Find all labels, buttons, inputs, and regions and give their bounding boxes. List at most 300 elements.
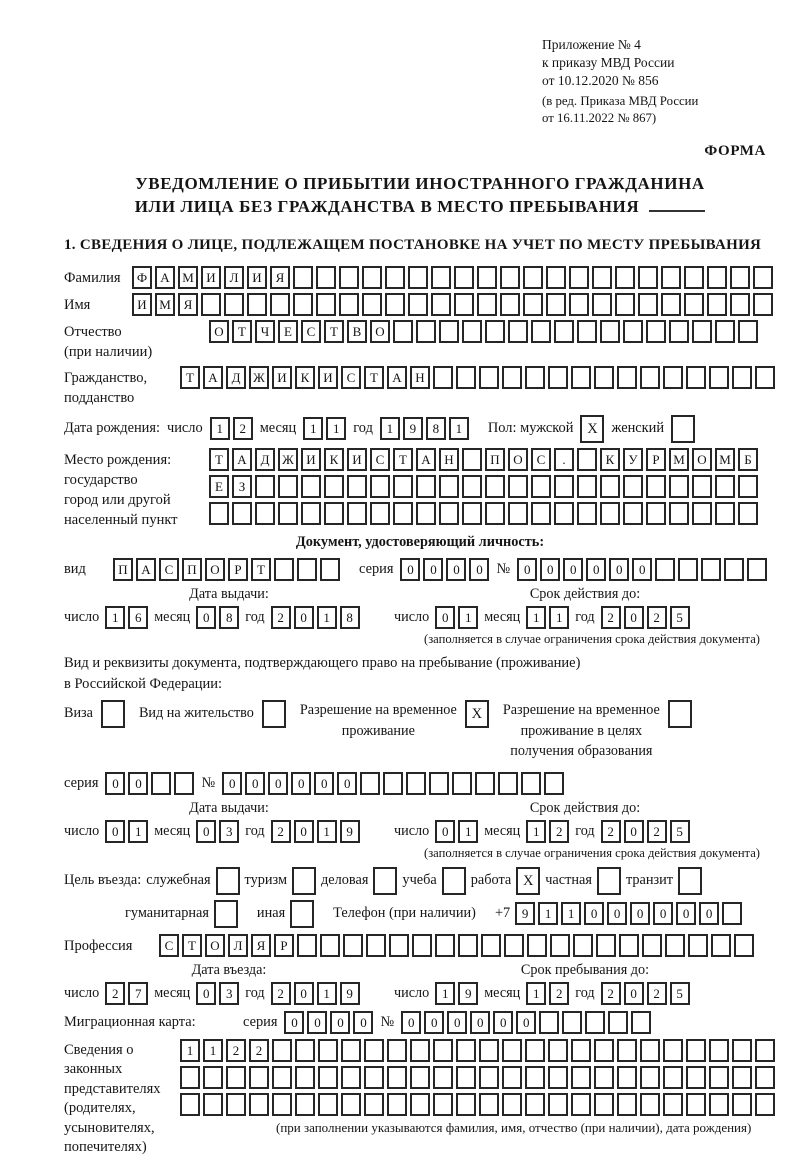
char-cell: 8	[426, 417, 446, 440]
char-cell	[439, 502, 459, 525]
char-cell: 0	[284, 1011, 304, 1034]
char-cell: А	[416, 448, 436, 471]
char-cell	[416, 320, 436, 343]
char-cell	[295, 1093, 315, 1116]
char-cell	[527, 934, 547, 957]
char-cell: 8	[219, 606, 239, 629]
char-cell	[479, 1066, 499, 1089]
char-cell	[316, 266, 336, 289]
char-cell: 0	[609, 558, 629, 581]
char-cell	[600, 475, 620, 498]
char-cell	[343, 934, 363, 957]
char-cell	[504, 934, 524, 957]
char-cell	[406, 772, 426, 795]
char-cell	[180, 1066, 200, 1089]
char-cell	[433, 1066, 453, 1089]
char-cell	[278, 502, 298, 525]
char-cell	[548, 366, 568, 389]
entry-purpose-row	[64, 867, 776, 895]
char-cell: 0	[632, 558, 652, 581]
char-cell: И	[201, 266, 221, 289]
char-cell: Н	[439, 448, 459, 471]
char-cell	[640, 1066, 660, 1089]
char-cell	[433, 1039, 453, 1062]
char-cell: 0	[424, 1011, 444, 1034]
char-cell	[594, 1066, 614, 1089]
year-label: год	[353, 420, 373, 437]
char-cell	[502, 366, 522, 389]
residence-expiry-heading: Срок действия до:	[529, 799, 641, 816]
char-cell	[508, 320, 528, 343]
doc-kind-label: вид	[64, 560, 86, 577]
char-cell: 1	[326, 417, 346, 440]
char-cell: Ч	[255, 320, 275, 343]
residence-permit-checkbox	[262, 700, 286, 728]
char-cell: 8	[340, 606, 360, 629]
char-cell: 0	[517, 558, 537, 581]
char-cell: С	[370, 448, 390, 471]
representatives-caption: (при заполнении указываются фамилия, имя, отчество (при наличии), дата рождения)	[276, 1119, 752, 1135]
char-cell	[608, 1011, 628, 1034]
char-cell: 1	[317, 982, 337, 1005]
surname-label: Фамилия	[64, 270, 121, 287]
char-cell	[452, 772, 472, 795]
stay-until-heading: Срок пребывания до:	[520, 961, 650, 978]
char-cell: 0	[446, 558, 466, 581]
char-cell: Р	[646, 448, 666, 471]
char-cell: М	[669, 448, 689, 471]
patronymic-row	[64, 320, 776, 362]
name-row	[64, 293, 776, 316]
char-cell: 2	[105, 982, 125, 1005]
char-cell: 2	[226, 1039, 246, 1062]
char-cell: 0	[624, 820, 644, 843]
appendix-line: Приложение № 4	[542, 37, 641, 52]
char-cell: У	[623, 448, 643, 471]
forma-label: ФОРМА	[704, 142, 766, 159]
purpose-humanitarian-label: гуманитарная	[125, 905, 209, 922]
char-cell	[577, 502, 597, 525]
char-cell	[600, 320, 620, 343]
char-cell	[301, 475, 321, 498]
birth-place-labels: Место рождения: государство город или другой населенный пункт	[64, 451, 178, 528]
char-cell	[456, 1039, 476, 1062]
entry-year-cells	[271, 982, 360, 1005]
purpose-other-label: иная	[256, 905, 286, 922]
char-cell	[362, 266, 382, 289]
char-cell	[454, 266, 474, 289]
char-cell	[569, 293, 589, 316]
char-cell	[732, 1039, 752, 1062]
char-cell	[429, 772, 449, 795]
purpose-transit-checkbox	[678, 867, 702, 895]
char-cell	[686, 1066, 706, 1089]
purpose-study-label: учеба	[402, 872, 437, 889]
char-cell: 0	[401, 1011, 421, 1034]
char-cell	[410, 1093, 430, 1116]
char-cell: 0	[105, 820, 125, 843]
char-cell	[709, 1093, 729, 1116]
char-cell: О	[370, 320, 390, 343]
purpose-study-checkbox	[442, 867, 466, 895]
representatives-labels: Сведения о законных представителях (родителях, усыновителях, попечителях)	[64, 1041, 161, 1156]
representatives-cells-row2	[180, 1066, 775, 1089]
char-cell	[686, 1039, 706, 1062]
char-cell	[410, 1066, 430, 1089]
char-cell	[619, 934, 639, 957]
residence-doc-dates	[64, 800, 776, 843]
char-cell: Т	[324, 320, 344, 343]
birth-date-label: Дата рождения:	[64, 420, 160, 437]
residence-permit-label: Вид на жительство	[138, 705, 254, 722]
entry-date-col	[64, 962, 394, 1005]
char-cell: Е	[278, 320, 298, 343]
residence-series-label: серия	[64, 774, 99, 791]
char-cell	[544, 772, 564, 795]
char-cell: М	[155, 293, 175, 316]
char-cell: 1	[526, 606, 546, 629]
phone-prefix: +7	[494, 905, 511, 922]
char-cell	[669, 475, 689, 498]
sex-label: Пол: мужской	[487, 420, 574, 437]
char-cell: 1	[549, 606, 569, 629]
char-cell	[577, 320, 597, 343]
char-cell	[615, 266, 635, 289]
temp-permit-checkbox: X	[465, 700, 489, 728]
char-cell	[393, 475, 413, 498]
char-cell	[410, 1039, 430, 1062]
char-cell	[341, 1066, 361, 1089]
temp-permit-label: Разрешение на временное проживание	[299, 702, 457, 739]
char-cell: 0	[196, 606, 216, 629]
char-cell	[293, 266, 313, 289]
char-cell: Л	[228, 934, 248, 957]
birth-year-cells	[380, 417, 469, 440]
char-cell	[324, 475, 344, 498]
appendix-header	[542, 36, 776, 89]
residence-expiry-col	[394, 800, 776, 843]
char-cell	[232, 502, 252, 525]
char-cell	[500, 266, 520, 289]
char-cell: 9	[515, 902, 535, 925]
char-cell	[585, 1011, 605, 1034]
char-cell	[571, 1039, 591, 1062]
char-cell	[318, 1093, 338, 1116]
char-cell: О	[209, 320, 229, 343]
purpose-private-checkbox	[597, 867, 621, 895]
char-cell	[655, 558, 675, 581]
char-cell	[249, 1066, 269, 1089]
char-cell	[435, 934, 455, 957]
purpose-other-checkbox	[290, 900, 314, 928]
char-cell: 5	[670, 606, 690, 629]
char-cell	[554, 475, 574, 498]
char-cell: 0	[291, 772, 311, 795]
char-cell: К	[600, 448, 620, 471]
edu-permit-label: Разрешение на временное проживание в целях получения образования	[502, 702, 660, 760]
char-cell	[408, 293, 428, 316]
char-cell: В	[347, 320, 367, 343]
char-cell: П	[182, 558, 202, 581]
char-cell	[318, 1039, 338, 1062]
citizenship-label: Гражданство, подданство	[64, 370, 148, 406]
char-cell	[577, 475, 597, 498]
char-cell: 0	[435, 606, 455, 629]
entry-day-cells	[105, 982, 148, 1005]
purpose-official-checkbox	[216, 867, 240, 895]
char-cell	[755, 1039, 775, 1062]
char-cell	[661, 293, 681, 316]
char-cell	[521, 772, 541, 795]
char-cell	[502, 1093, 522, 1116]
identity-doc-dates	[64, 586, 776, 629]
char-cell: 0	[624, 606, 644, 629]
char-cell	[485, 320, 505, 343]
name-label: Имя	[64, 297, 91, 314]
char-cell	[370, 502, 390, 525]
char-cell	[462, 475, 482, 498]
char-cell	[366, 934, 386, 957]
char-cell	[592, 293, 612, 316]
char-cell: И	[318, 366, 338, 389]
char-cell	[301, 502, 321, 525]
expiry-year-cells	[601, 606, 690, 629]
char-cell: 0	[563, 558, 583, 581]
char-cell: Т	[180, 366, 200, 389]
char-cell: 3	[219, 982, 239, 1005]
char-cell	[623, 475, 643, 498]
char-cell	[454, 293, 474, 316]
name-cells	[132, 293, 773, 316]
char-cell	[456, 1093, 476, 1116]
char-cell: 0	[222, 772, 242, 795]
char-cell: Ж	[249, 366, 269, 389]
char-cell: 0	[314, 772, 334, 795]
char-cell	[684, 266, 704, 289]
char-cell	[320, 558, 340, 581]
char-cell	[640, 1093, 660, 1116]
appendix-subheader	[542, 93, 776, 126]
entry-stay-dates	[64, 962, 776, 1005]
char-cell	[502, 1066, 522, 1089]
char-cell	[592, 266, 612, 289]
issue-month-cells	[196, 606, 239, 629]
char-cell	[594, 1039, 614, 1062]
char-cell	[274, 558, 294, 581]
char-cell: 0	[196, 982, 216, 1005]
char-cell	[525, 1066, 545, 1089]
char-cell	[523, 266, 543, 289]
char-cell	[247, 293, 267, 316]
char-cell: Р	[228, 558, 248, 581]
char-cell: 1	[210, 417, 230, 440]
char-cell	[562, 1011, 582, 1034]
birth-place-block	[64, 448, 776, 530]
char-cell	[709, 1039, 729, 1062]
doc-number-cells	[517, 558, 767, 581]
purpose-tourism-label: туризм	[244, 872, 288, 889]
char-cell: А	[387, 366, 407, 389]
char-cell	[546, 293, 566, 316]
char-cell	[439, 475, 459, 498]
char-cell: 0	[400, 558, 420, 581]
char-cell	[433, 366, 453, 389]
issue-day-cells	[105, 606, 148, 629]
char-cell: 0	[469, 558, 489, 581]
char-cell	[617, 1093, 637, 1116]
char-cell	[385, 293, 405, 316]
char-cell: 2	[271, 820, 291, 843]
birth-date-row	[64, 415, 776, 443]
char-cell: Ф	[132, 266, 152, 289]
char-cell: Т	[393, 448, 413, 471]
char-cell: 1	[561, 902, 581, 925]
char-cell	[293, 293, 313, 316]
representatives-cells-row1	[180, 1039, 775, 1062]
char-cell	[638, 266, 658, 289]
char-cell: О	[692, 448, 712, 471]
stay-year-cells	[601, 982, 690, 1005]
form-title	[64, 172, 776, 220]
patronymic-label: Отчество (при наличии)	[64, 324, 153, 360]
char-cell: 0	[423, 558, 443, 581]
phone-cells	[515, 902, 742, 925]
purpose-private-label: частная	[545, 872, 592, 889]
purpose-work-checkbox: X	[516, 867, 540, 895]
char-cell	[531, 475, 551, 498]
char-cell	[686, 1093, 706, 1116]
char-cell	[525, 366, 545, 389]
char-cell	[640, 1039, 660, 1062]
char-cell	[462, 502, 482, 525]
char-cell: 1	[380, 417, 400, 440]
char-cell	[638, 293, 658, 316]
char-cell	[663, 1066, 683, 1089]
char-cell: 9	[340, 820, 360, 843]
char-cell	[709, 366, 729, 389]
migration-number-cells	[401, 1011, 651, 1034]
char-cell: С	[341, 366, 361, 389]
issue-date-col	[64, 586, 394, 629]
char-cell: 1	[458, 606, 478, 629]
char-cell	[364, 1039, 384, 1062]
char-cell	[665, 934, 685, 957]
char-cell	[734, 934, 754, 957]
char-cell	[531, 320, 551, 343]
char-cell: 9	[458, 982, 478, 1005]
identity-doc-heading: Документ, удостоверяющий личность:	[295, 533, 545, 550]
char-cell	[640, 366, 660, 389]
char-cell	[272, 1066, 292, 1089]
char-cell: К	[295, 366, 315, 389]
citizenship-row	[64, 366, 776, 408]
char-cell	[623, 502, 643, 525]
char-cell	[730, 293, 750, 316]
residence-expiry-note: (заполняется в случае ограничения срока действия документа)	[424, 845, 760, 860]
residence-issue-row: число 0 1 месяц 0 3 год 2 0 1 9	[64, 820, 394, 843]
residence-issue-year-cells	[271, 820, 360, 843]
sex-female-checkbox	[671, 415, 695, 443]
visa-label: Виза	[64, 705, 93, 722]
residence-issue-day-cells	[105, 820, 148, 843]
representatives-block	[64, 1039, 776, 1158]
char-cell	[462, 448, 482, 471]
residence-doc-intro: Вид и реквизиты документа, подтверждающего право на пребывание (проживание) в Российской Федерации:	[64, 654, 581, 693]
char-cell	[481, 934, 501, 957]
char-cell	[715, 475, 735, 498]
char-cell	[669, 320, 689, 343]
day-label: число	[166, 420, 203, 437]
char-cell: 0	[493, 1011, 513, 1034]
residence-issue-col	[64, 800, 394, 843]
char-cell	[485, 475, 505, 498]
char-cell: Б	[738, 448, 758, 471]
char-cell	[477, 293, 497, 316]
char-cell	[631, 1011, 651, 1034]
char-cell	[600, 502, 620, 525]
char-cell	[272, 1039, 292, 1062]
char-cell	[508, 475, 528, 498]
char-cell	[692, 320, 712, 343]
char-cell	[318, 1066, 338, 1089]
char-cell	[709, 1066, 729, 1089]
stay-until-row: число 1 9 месяц 1 2 год 2 0 2 5	[394, 982, 776, 1005]
char-cell	[554, 502, 574, 525]
surname-row	[64, 266, 776, 289]
char-cell: 1	[435, 982, 455, 1005]
char-cell: 1	[317, 820, 337, 843]
char-cell	[738, 320, 758, 343]
char-cell: 3	[219, 820, 239, 843]
char-cell	[347, 475, 367, 498]
representatives-rows	[180, 1039, 775, 1158]
entry-date-row: число 2 7 месяц 0 3 год 2 0 1 9	[64, 982, 394, 1005]
purpose-transit-label: транзит	[625, 872, 674, 889]
purpose-humanitarian-checkbox	[214, 900, 238, 928]
char-cell: 2	[271, 606, 291, 629]
migration-card-row	[64, 1011, 776, 1034]
residence-expiry-year-cells	[601, 820, 690, 843]
char-cell	[387, 1093, 407, 1116]
char-cell	[571, 1093, 591, 1116]
appendix-line: к приказу МВД России	[542, 54, 675, 70]
char-cell: М	[178, 266, 198, 289]
char-cell	[364, 1093, 384, 1116]
char-cell	[416, 475, 436, 498]
char-cell: 0	[470, 1011, 490, 1034]
char-cell: Я	[178, 293, 198, 316]
char-cell: Я	[270, 266, 290, 289]
purpose-official-label: служебная	[146, 872, 211, 889]
char-cell	[385, 266, 405, 289]
char-cell: 7	[128, 982, 148, 1005]
char-cell	[347, 502, 367, 525]
char-cell: 1	[105, 606, 125, 629]
doc-series-cells	[400, 558, 489, 581]
sex-male-checkbox: X	[580, 415, 604, 443]
char-cell	[502, 1039, 522, 1062]
char-cell: 0	[245, 772, 265, 795]
appendix-subline: (в ред. Приказа МВД России	[542, 94, 699, 109]
char-cell: 0	[294, 606, 314, 629]
char-cell	[642, 934, 662, 957]
char-cell	[456, 1066, 476, 1089]
char-cell	[174, 772, 194, 795]
char-cell	[479, 366, 499, 389]
title-blank-line	[649, 197, 705, 212]
char-cell: 0	[540, 558, 560, 581]
char-cell: 0	[676, 902, 696, 925]
